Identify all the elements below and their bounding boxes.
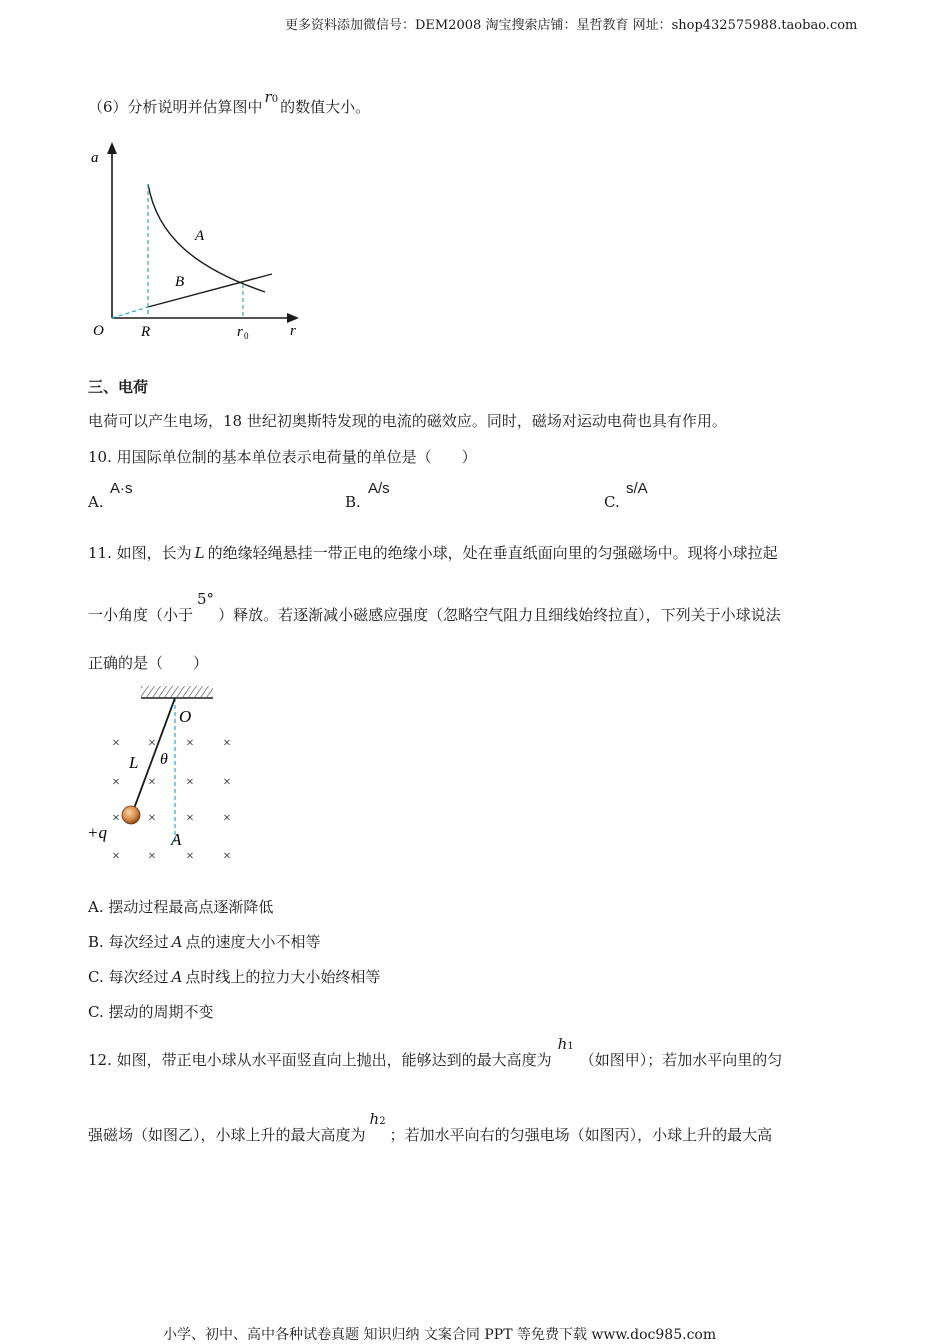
- field-mark: ×: [186, 849, 194, 864]
- q11-line-2: 一小角度（小于5°）释放。若逐渐减小磁感应强度（忽略空气阻力且细线始终拉直），下列关于小球说法: [88, 590, 781, 624]
- angle-label: θ: [160, 751, 168, 768]
- q10-option-b-label: B.: [345, 493, 361, 511]
- q12-h1: h1: [557, 1035, 574, 1053]
- field-mark: ×: [148, 811, 156, 826]
- y-axis-arrow: [107, 142, 117, 154]
- q11-angle: 5°: [197, 590, 215, 608]
- field-mark: ×: [148, 736, 156, 751]
- y-axis-label: a: [91, 150, 99, 166]
- field-mark: ×: [186, 811, 194, 826]
- field-mark: ×: [223, 736, 231, 751]
- field-mark: ×: [112, 775, 120, 790]
- q10-option-a-label: A.: [88, 493, 104, 511]
- pivot-label: O: [179, 707, 192, 726]
- q12-line-1: 12. 如图，带正电小球从水平面竖直向上抛出，能够达到的最大高度为h1（如图甲）；若加水平向里的匀: [88, 1035, 783, 1069]
- tick-r-label: R: [141, 324, 151, 340]
- curve-a: [148, 184, 265, 292]
- a-r-graph: [85, 140, 315, 345]
- question-10-stem: 10. 用国际单位制的基本单位表示电荷量的单位是（ ）: [88, 448, 477, 466]
- line-b-label: B: [175, 274, 185, 290]
- q6-var-r0: r0: [264, 88, 279, 106]
- field-mark: ×: [112, 811, 120, 826]
- page-footer: 小学、初中、高中各种试卷真题 知识归纳 文案合同 PPT 等免费下载 www.doc985.com: [163, 1327, 717, 1343]
- tick-r0-sub: 0: [244, 331, 249, 341]
- charged-ball: [122, 806, 140, 824]
- page-header: 更多资料添加微信号：DEM2008 淘宝搜索店铺：星哲教育 网址：shop432575988.taobao.com: [285, 18, 858, 33]
- q11-option-d: C. 摆动的周期不变: [88, 1003, 214, 1021]
- q6-suffix: 的数值大小。: [280, 98, 371, 116]
- x-axis-arrow: [287, 313, 299, 323]
- section-heading: 三、电荷: [88, 378, 149, 396]
- q12-line-2: 强磁场（如图乙），小球上升的最大高度为h2；若加水平向右的匀强电场（如图丙），小球上升的最大高: [88, 1110, 773, 1144]
- q12-h2: h2: [369, 1110, 386, 1128]
- field-mark: ×: [186, 775, 194, 790]
- section-intro: 电荷可以产生电场，18 世纪初奥斯特发现的电流的磁效应。同时，磁场对运动电荷也具有作用。: [88, 412, 727, 430]
- field-mark: ×: [148, 775, 156, 790]
- q11-option-b: B. 每次经过 A 点的速度大小不相等: [88, 933, 321, 951]
- field-mark: ×: [223, 849, 231, 864]
- q10-option-c-value: s/A: [626, 480, 648, 497]
- field-mark: ×: [112, 849, 120, 864]
- q11-option-a: A. 摆动过程最高点逐渐降低: [88, 898, 274, 916]
- q11-option-c: C. 每次经过 A 点时线上的拉力大小始终相等: [88, 968, 381, 986]
- point-a-label: A: [171, 830, 182, 849]
- length-label: L: [129, 753, 139, 772]
- charge-label: +q: [87, 823, 107, 842]
- question-6: [88, 88, 371, 117]
- curve-a-label: A: [195, 228, 205, 244]
- q10-option-b-value: A/s: [368, 480, 390, 497]
- origin-label: O: [93, 323, 104, 339]
- line-b-extension: [112, 307, 148, 318]
- x-axis-label: r: [290, 323, 296, 339]
- field-mark: ×: [112, 736, 120, 751]
- q10-option-c-label: C.: [604, 493, 620, 511]
- ceiling-hatch: [141, 686, 213, 697]
- q11-var-l: L: [194, 544, 205, 562]
- field-mark: ×: [148, 849, 156, 864]
- field-mark: ×: [223, 811, 231, 826]
- q6-prefix: （6）分析说明并估算图中: [88, 98, 263, 116]
- field-mark: ×: [186, 736, 194, 751]
- tick-r0-label: r: [237, 324, 243, 340]
- q11-line-3: 正确的是（ ）: [88, 654, 209, 672]
- pendulum-diagram: [85, 682, 250, 867]
- q11-line-1: 11. 如图，长为 L 的绝缘轻绳悬挂一带正电的绝缘小球，处在垂直纸面向里的匀强磁场中。现将小球拉起: [88, 544, 778, 562]
- q10-option-a-value: A·s: [110, 480, 133, 497]
- line-b: [148, 274, 272, 307]
- field-mark: ×: [223, 775, 231, 790]
